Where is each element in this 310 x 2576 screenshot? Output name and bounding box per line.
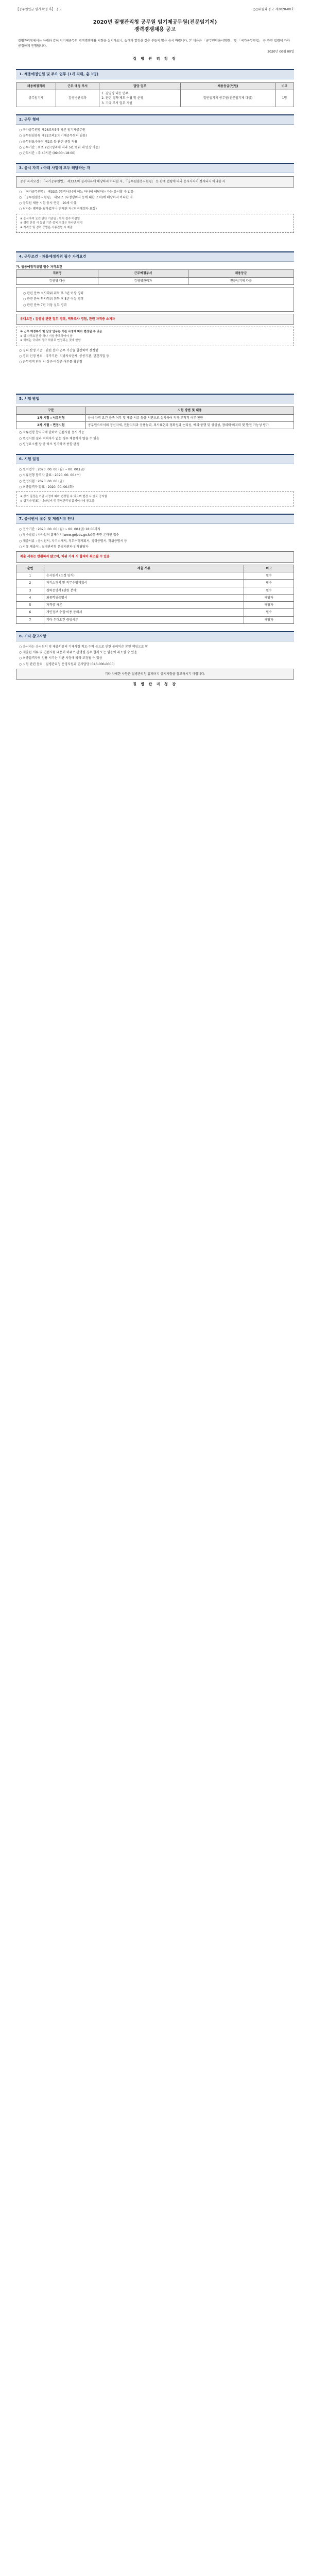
cell: 필수: [244, 580, 294, 587]
subheading: 가. 임용예정직위별 필수 자격요건: [16, 265, 62, 269]
list-item: ○ 최종합격자의 임용 시기는 기관 사정에 따라 조정될 수 있음: [19, 656, 102, 660]
list-item: ○ 경력 산정 기준 : 관련 분야 근무 기간을 합산하여 산정함: [19, 348, 98, 352]
cell: 5: [16, 602, 44, 609]
exam-method-table: [16, 406, 294, 429]
list-item: ○ 경력 인정 범위 : 국가기관, 지방자치단체, 공공기관, 민간기업 등: [19, 354, 110, 359]
list-item: ○ 근무기간 : 최초 2년 (성과에 따라 5년 범위 내 연장 가능): [19, 145, 100, 149]
cell: 응시원서 (소정 양식): [44, 572, 244, 579]
title-line1: 2020년 질병관리청 공무원 임기제공무원(전문임기제): [93, 20, 217, 26]
announcement-page: [16, 0, 294, 713]
schedule-notes: [16, 492, 294, 506]
cell: 필수: [244, 572, 294, 579]
cell-dept: 감염병관리과: [56, 90, 99, 107]
preference-text: 우대요건 : 감염병 관련 업무 경력, 역학조사 경험, 관련 자격증 소지자: [20, 317, 115, 321]
duty-item: 1. 감염병 대응 업무: [101, 92, 129, 96]
list-item: ○ 근무시간 : 주 40시간 (09:00~18:00): [19, 151, 76, 156]
list-item: ○ 남자는 병역을 필하였거나 면제된 자 (전역예정자 포함): [19, 207, 97, 211]
cell: 필수: [244, 587, 294, 594]
header-left: 【공무원연금 임기 확정 후】 공고: [16, 8, 62, 11]
header-right: ○○위원회 공고 제2020-00호: [253, 8, 294, 11]
req-item: ○ 관련 분야 7년 이상 실무 경력: [23, 303, 67, 307]
documents-table: [16, 565, 294, 624]
th-doc: 제출 서류: [44, 565, 244, 572]
eligibility-notes: [16, 214, 294, 233]
list-item: ○ 최종합격자 발표 : 2020. 00. 00.(화): [19, 485, 74, 489]
requirements-notes: [16, 327, 294, 346]
list-item: ○ 시험 관련 문의 : 질병관리청 운영지원과 인사담당 (043-000-0000): [19, 662, 115, 666]
cell: 4: [16, 594, 44, 601]
title-line2: 경력경쟁채용 공고: [134, 27, 176, 33]
footer-issuer: 질 병 관 리 청 장: [133, 682, 177, 687]
cell: 해당자: [244, 594, 294, 601]
list-item: ○ 원서접수 : 2020. 00. 00.(월) ~ 00. 00.(금): [19, 468, 85, 472]
section-1-heading: 1. 채용예정인원 및 주요 업무 (1개 직위, 총 1명): [16, 69, 294, 79]
cell: 3: [16, 587, 44, 594]
cell-count: 1명: [275, 90, 294, 107]
cell: 감염병관리과: [98, 277, 188, 284]
cell: 개인정보 수집·이용 동의서: [44, 609, 244, 616]
th-position: 채용예정직위: [16, 82, 56, 90]
cell: 경력증명서 (관련 분야): [44, 587, 244, 594]
note-item: ※ 응시자격 요건 판단 기준일 : 원서 접수 마감일: [20, 217, 80, 221]
preference-box: [16, 314, 294, 325]
th-note: 비고: [275, 82, 294, 90]
list-item: ○ 근무경력 인정 시 상근·비상근 여부를 확인함: [19, 360, 82, 364]
note-item: ※ 학위는 국내외 정규 학위로 인정되는 것에 한함: [20, 339, 81, 343]
list-item: ○ 접수기간 : 2020. 00. 00.(월) ~ 00. 00.(금) 18:00까지: [19, 528, 100, 532]
list-item: ○ 접수방법 : 나라일터 홈페이지(www.gojobs.go.kr)를 통한 온라인 접수: [19, 533, 119, 537]
list-item: ○ 평정요소별 상·중·하로 평가하여 종합 판정: [19, 442, 80, 446]
submission-warning: [16, 551, 294, 562]
req-item: ○ 관련 분야 학사학위 취득 후 5년 이상 경력: [23, 297, 84, 301]
note-item: ※ 근무 예정부서 및 담당 업무는 기관 사정에 따라 변경될 수 있음: [20, 330, 102, 334]
req-item: ○ 관련 분야 석사학위 취득 후 3년 이상 경력: [23, 292, 84, 295]
eligibility-box: 공통 자격요건 : 「국가공무원법」 제33조의 결격사유에 해당하지 아니한 자, 「공무원임용시험령」 등 관계 법령에 따라 응시자격이 정지되지 아니한 자: [16, 176, 294, 187]
th-grade: 채용등급(인원): [181, 82, 275, 90]
cell: 필수: [244, 609, 294, 616]
note-item: ※ 위 자격요건 중 하나 이상 충족하여야 함: [20, 334, 73, 338]
cell: 6: [16, 609, 44, 616]
section-5-heading: 5. 시험 방법: [16, 394, 294, 404]
positions-table: [16, 82, 294, 107]
cell: 공무원으로서의 정신자세, 전문지식과 응용능력, 의사표현의 정확성과 논리성, 예의·품행 및 성실성, 창의력·의지력 및 발전 가능성 평가: [85, 422, 294, 429]
intro-text: 질병관리청에서는 아래와 같이 임기제공무원 경력경쟁채용 시험을 실시하오니, 능력과 열정을 갖춘 분들의 많은 응시 바랍니다. 본 채용은 「공무원임용시험령」 및 「국가공무원법」 등 관련 법령에 따라 공정하게 진행됩니다.: [18, 39, 290, 48]
th-remark: 비고: [244, 565, 294, 572]
th-category: 구분: [16, 407, 86, 414]
cell-grade: 일반임기제 공무원(전문임기제 다급): [181, 90, 275, 107]
list-item: ○ 제출서류 : 응시원서, 자기소개서, 직무수행계획서, 경력증명서, 학위증명서 등: [19, 539, 127, 543]
warning-text: 제출 서류는 반환하지 않으며, 허위 기재 시 합격이 취소될 수 있음: [20, 555, 110, 559]
duty-item: 3. 기타 부서 업무 지원: [101, 101, 132, 105]
th-duties: 담당 업무: [99, 82, 181, 90]
list-item: ○ 국가공무원법 제26조의5에 따른 임기제공무원: [19, 128, 85, 132]
duty-item: 2. 관련 정책·제도 수립 및 운영: [101, 96, 144, 100]
list-item: ○ 면접시험 결과 적격자가 없는 경우 채용하지 않을 수 있음: [19, 436, 99, 440]
list-item: ○ 면접시험 : 2020. 00. 00.(금): [19, 479, 64, 483]
cell: 전문임기제 다급: [188, 277, 294, 284]
cell: 7: [16, 616, 44, 623]
issuer: 질 병 관 리 청 장: [133, 57, 177, 61]
list-item: ○ 공무원임용령 제22조의2(임기제공무원의 임용): [19, 134, 87, 138]
cell-duties: [99, 90, 181, 107]
th-no: 순번: [16, 565, 44, 572]
cell: 1: [16, 572, 44, 579]
cell: 자격증 사본: [44, 602, 244, 609]
note-item: ※ 자격증 및 경력 증빙은 서류전형 시 제출: [20, 226, 73, 229]
requirements-table: [16, 269, 294, 285]
th-method: 시험 방법 및 내용: [85, 407, 294, 414]
list-item: ○ 응시자는 응시원서 및 제출서류의 기재사항 착오·누락 등으로 인한 불이익은 본인 책임으로 함: [19, 645, 148, 649]
note-item: ※ 경력 산정 시 동일 기간 중복 경력은 하나만 인정: [20, 222, 83, 225]
cell: 1차 시험 : 서류전형: [16, 414, 86, 421]
th-dept: 근무예정부서: [98, 270, 188, 277]
cell: 해당자: [244, 602, 294, 609]
cell: 최종학위증명서: [44, 594, 244, 601]
list-item: ○ 서류 제출처 : 질병관리청 운영지원과 인사담당자: [19, 545, 89, 549]
cell: 2: [16, 580, 44, 587]
section-2-heading: 2. 근무 형태: [16, 114, 294, 125]
cell: 2차 시험 : 면접시험: [16, 422, 86, 429]
cell: 기타 우대요건 증빙서류: [44, 616, 244, 623]
cell: 응시 자격 요건 충족 여부 및 제출 서류 등을 서면으로 심사하여 적격·부적격 여부 판단: [85, 414, 294, 421]
list-item: ○ 공무원 채용 시험 응시 연령 : 20세 이상: [19, 201, 77, 206]
cell-position: 공무임기제: [16, 90, 56, 107]
requirements-box: [16, 287, 294, 312]
closing-box: 기타 자세한 사항은 질병관리청 홈페이지 공지사항을 참고하시기 바랍니다.: [16, 669, 294, 680]
list-item: ○ 「공무원임용시험령」 제51조 (부정행위자 등에 대한 조치)에 해당하지 아니한 자: [19, 195, 133, 199]
th-position-name: 직위명: [16, 270, 98, 277]
section-4-heading: 4. 근무조건 · 채용예정직위 필수 자격요건: [16, 251, 294, 262]
list-item: ○ 제출된 서류 및 면접시험 내용이 허위로 판명될 경우 합격 또는 임용이 취소될 수 있음: [19, 651, 137, 655]
section-8-heading: 8. 기타 참고사항: [16, 631, 294, 641]
section-3-heading: 3. 응시 자격 : 아래 사항에 모두 해당하는 자: [16, 163, 294, 173]
issue-date: 2020년 00월 00일: [267, 49, 294, 54]
note-item: ※ 합격자 발표는 나라일터 및 질병관리청 홈페이지에 공고함: [20, 499, 95, 503]
list-item: ○ 서류전형 합격자에 한하여 면접시험 응시 가능: [19, 431, 84, 435]
th-grade: 채용등급: [188, 270, 294, 277]
th-dept: 근무 예정 부서: [56, 82, 99, 90]
cell: 자기소개서 및 직무수행계획서: [44, 580, 244, 587]
cell: 해당자: [244, 616, 294, 623]
note-item: ※ 상기 일정은 기관 사정에 따라 변경될 수 있으며 변경 시 별도 공지함: [20, 495, 108, 499]
list-item: ○ 공무원보수규정 제2조 등 관련 규정 적용: [19, 140, 78, 144]
section-6-heading: 6. 시험 일정: [16, 454, 294, 464]
page-title: [16, 19, 294, 33]
list-item: ○ 「국가공무원법」 제33조 (결격사유)의 어느 하나에 해당하는 자는 응시할 수 없음: [19, 190, 134, 194]
section-7-heading: 7. 응시원서 접수 및 제출서류 안내: [16, 514, 294, 524]
header-line: [16, 7, 294, 12]
list-item: ○ 서류전형 합격자 발표 : 2020. 00. 00.(수): [19, 473, 81, 478]
cell: 감염병 대응: [16, 277, 98, 284]
